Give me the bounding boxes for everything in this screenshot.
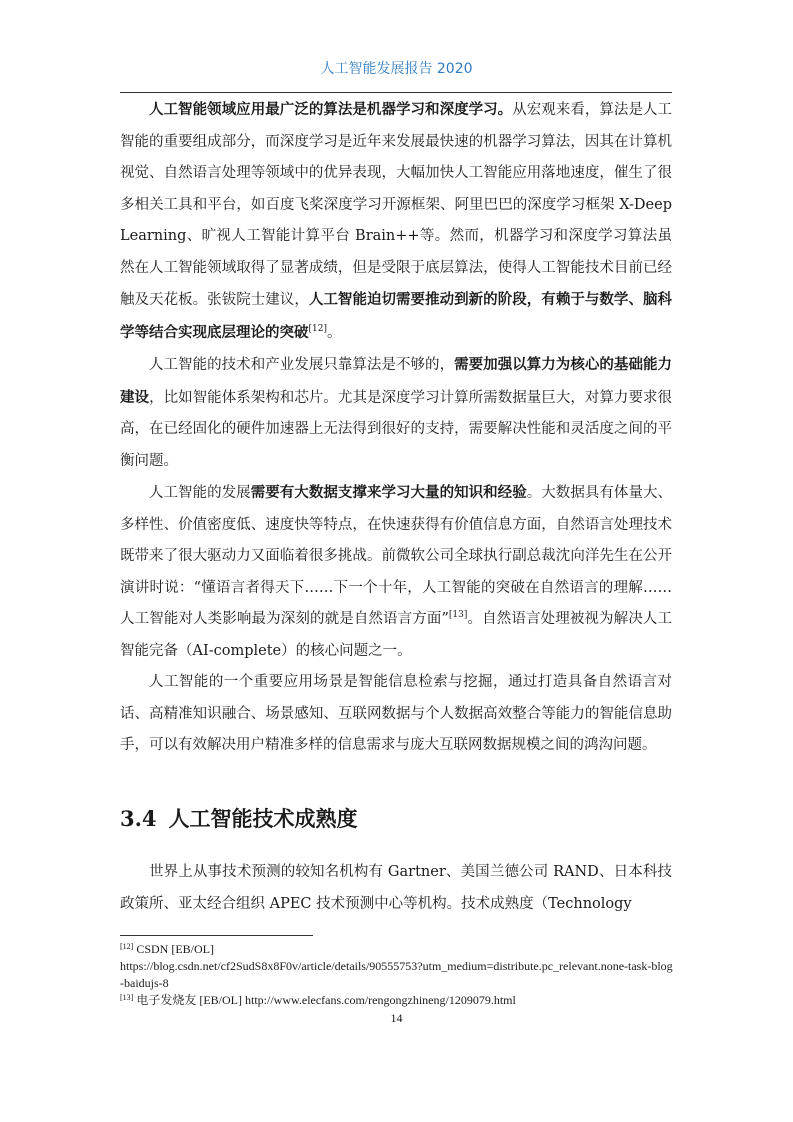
- header-rule: [120, 92, 672, 93]
- footnote-13: [120, 992, 675, 1009]
- body-text: [120, 94, 672, 762]
- section-body: [120, 857, 672, 920]
- section-number: 3.4: [120, 806, 157, 831]
- paragraph-1: [120, 94, 672, 349]
- bold-phrase: 需要加强以算力为核心的基础能力建设: [120, 356, 673, 406]
- text-run: ，比如智能体系架构和芯片。尤其是深度学习计算所需数据量巨大，对算力要求很高，在已经固化的硬件加速器上无法得到很好的支持，需要解决性能和灵活度之间的平衡问题。: [120, 389, 673, 469]
- citation-13: [13]: [448, 610, 468, 620]
- footnote-marker: [13]: [120, 993, 134, 1002]
- section-title: 人工智能技术成熟度: [168, 806, 358, 831]
- footnotes: [120, 941, 675, 1009]
- page-number: 14: [390, 1011, 403, 1025]
- footnote-text: 电子发烧友 [EB/OL] http://www.elecfans.com/rengongzhineng/1209079.html: [133, 993, 516, 1007]
- footnote-rule: [120, 935, 313, 936]
- paragraph-2: [120, 349, 672, 477]
- section-heading: [120, 803, 358, 833]
- footnote-marker: [12]: [120, 942, 134, 951]
- footnote-12: [120, 941, 675, 958]
- text-run: 。大数据具有体量大、多样性、价值密度低、速度快等特点，在快速获得有价值信息方面，自然语言处理技术既带来了很大驱动力又面临着很多挑战。前微软公司全球执行副总裁沈向洋先生在公开演讲时说：“懂语言者得天下……下一个十年，人工智能的突破在自然语言的理解……人工智能对人类影响最为深刻的就是自然语言方面”: [120, 485, 673, 627]
- footnote-text: CSDN [EB/OL]: [133, 942, 214, 956]
- text-run: 人工智能的一个重要应用场景是智能信息检索与挖掘，通过打造具备自然语言对话、高精准知识融合、场景感知、互联网数据与个人数据高效整合等能力的智能信息助手，可以有效解决用户精准多样的信息需求与庞大互联网数据规模之间的鸿沟问题。: [120, 674, 672, 753]
- footnote-12-url: https://blog.csdn.net/cf2SudS8x8F0v/article/details/90555753?utm_medium=distribute.pc_relevant.none-task-blog-baidujs-8: [120, 959, 673, 990]
- citation-12: [12]: [308, 323, 327, 334]
- text-run: 。自然语言处理被视为解决人工智能完备（AI-complete）的核心问题之一。: [120, 611, 672, 659]
- text-run: 人工智能的发展: [149, 485, 251, 501]
- bold-phrase: 人工智能领域应用最广泛的算法是机器学习和深度学习。: [149, 101, 513, 118]
- bold-phrase: 需要有大数据支撑来学习大量的知识和经验: [250, 484, 527, 501]
- text-run: 从宏观来看，算法是人工智能的重要组成部分，而深度学习是近年来发展最快速的机器学习算法，因其在计算机视觉、自然语言处理等领域中的优异表现，大幅加快人工智能应用落地速度，催生了很多相关工具和平台，如百度飞桨深度学习开源框架、阿里巴巴的深度学习框架 X-Deep Learning、旷视人工智能计算平台 Brain++等。然而，机器学习和深度学习算法虽然在人工智能领域取得了显著成绩，但是受限于底层算法，使得人工智能技术目前已经触及天花板。张钹院士建议，: [120, 102, 673, 308]
- paragraph-3: [120, 477, 672, 667]
- running-header: 人工智能发展报告 2020: [320, 61, 473, 77]
- paragraph-5: 世界上从事技术预测的较知名机构有 Gartner、美国兰德公司 RAND、日本科技政策所、亚太经合组织 APEC 技术预测中心等机构。技术成熟度（Technology: [120, 864, 672, 912]
- bold-phrase: 人工智能迫切需要推动到新的阶段，有赖于与数学、脑科学等结合实现底层理论的突破: [120, 291, 673, 341]
- paragraph-4: [120, 667, 672, 762]
- text-run: 人工智能的技术和产业发展只靠算法是不够的，: [149, 357, 455, 373]
- text-run: 。: [326, 324, 342, 341]
